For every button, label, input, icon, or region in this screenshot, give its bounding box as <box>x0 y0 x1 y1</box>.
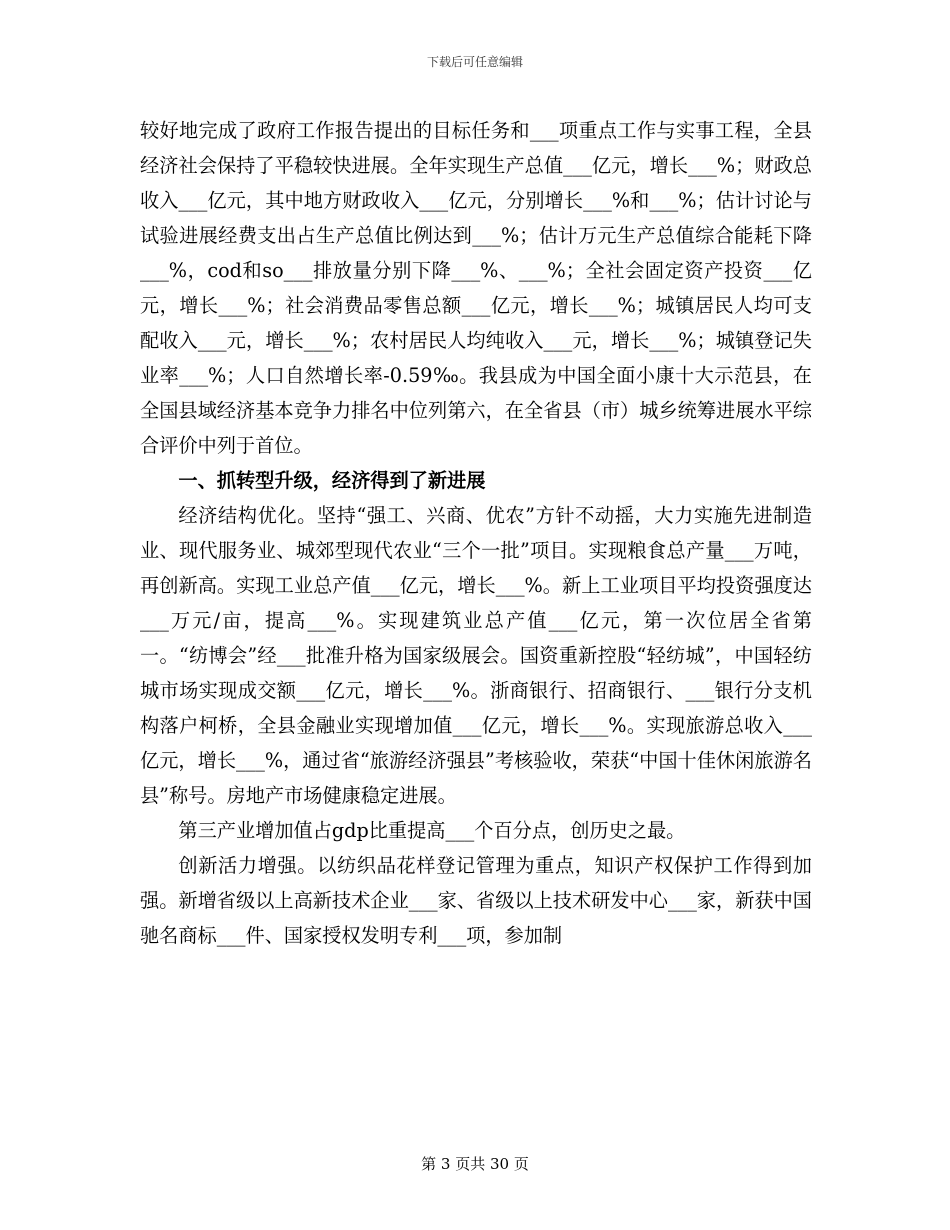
paragraph-continuation: 较好地完成了政府工作报告提出的目标任务和___项重点工作与实事工程，全县经济社会保持了平稳较快进展。全年实现生产总值___亿元，增长___%；财政总收入___亿元，其中地方财政收入___亿元，分别增长___%和___%；估计讨论与试验进展经费支出占生产总值比例达到___%；估计万元生产总值综合能耗下降___%，cod和so___排放量分别下降___%、___%；全社会固定资产投资___亿元，增长___%；社会消费品零售总额___亿元，增长___%；城镇居民人均可支配收入___元，增长___%；农村居民人均纯收入___元，增长___%；城镇登记失业率___%；人口自然增长率-0.59‰。我县成为中国全面小康十大示范县，在全国县域经济基本竞争力排名中位列第六，在全省县（市）城乡统筹进展水平综合评价中列于首位。 <box>140 119 812 457</box>
page-header: 下载后可任意编辑 <box>426 55 523 69</box>
document-body <box>140 113 812 953</box>
paragraph-innovation: 创新活力增强。以纺织品花样登记管理为重点，知识产权保护工作得到加强。新增省级以上高新技术企业___家、省级以上技术研发中心___家，新获中国驰名商标___件、国家授权发明专利___项，参加制 <box>140 854 812 947</box>
section-heading: 一、抓转型升级，经济得到了新进展 <box>178 469 486 492</box>
page-footer: 第 3 页共 30 页 <box>421 1155 529 1173</box>
paragraph-economic-structure: 经济结构优化。坚持“强工、兴商、优农”方针不动摇，大力实施先进制造业、现代服务业、城郊型现代农业“三个一批”项目。实现粮食总产量___万吨，再创新高。实现工业总产值___亿元，增长___%。新上工业项目平均投资强度达___万元/亩，提高___%。实现建筑业总产值___亿元，第一次位居全省第一。“纺博会”经___批准升格为国家级展会。国资重新控股“轻纺城”，中国轻纺城市场实现成交额___亿元，增长___%。浙商银行、招商银行、___银行分支机构落户柯桥，全县金融业实现增加值___亿元，增长___%。实现旅游总收入___亿元，增长___%，通过省“旅游经济强县”考核验收，荣获“中国十佳休闲旅游名县”称号。房地产市场健康稳定进展。 <box>140 504 812 807</box>
paragraph-tertiary-industry: 第三产业增加值占gdp比重提高___个百分点，创历史之最。 <box>178 819 686 842</box>
